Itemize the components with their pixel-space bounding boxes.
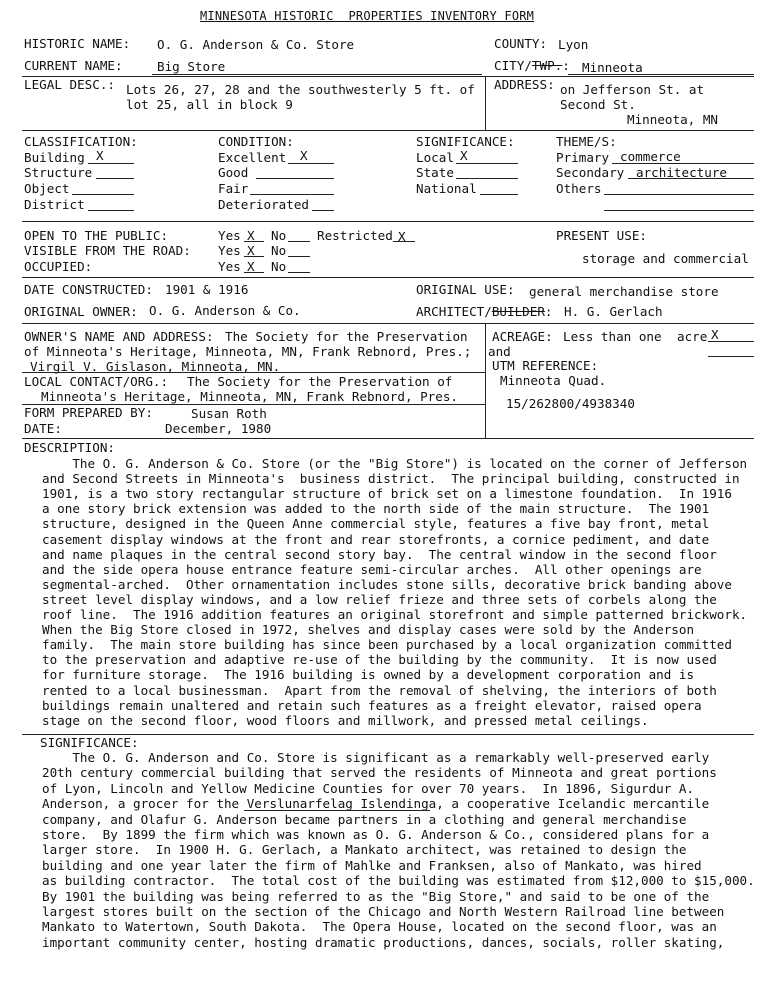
significance-line: building and one year later the firm of Mahlke and Franksen, also of Mankato, was hired xyxy=(42,857,702,873)
original-owner-value: O. G. Anderson & Co. xyxy=(149,303,301,318)
present-use-value: storage and commercial xyxy=(582,251,749,266)
significance-line: 20th century commercial building that served the residents of Minneota and great portions xyxy=(42,765,717,781)
theme-primary-label: Primary xyxy=(556,150,610,165)
sig-national: National xyxy=(416,181,477,196)
legal-desc-line-1: Lots 26, 27, 28 and the southwesterly 5 ft. of xyxy=(126,82,475,97)
current-name-label: CURRENT NAME: xyxy=(24,58,123,73)
theme-primary-blank xyxy=(612,163,754,164)
acreage-label: ACREAGE: xyxy=(492,329,553,344)
open-yes-blank xyxy=(244,241,264,242)
sig-local-blank xyxy=(456,163,518,164)
local-contact-line-2: Minneota's Heritage, Minneota, MN, Frank Rebnord, Pres. xyxy=(41,389,459,404)
occupied-yes-mark: X xyxy=(247,259,255,274)
significance-line: of Lyon, Lincoln and Yellow Medicine Counties for over 70 years. In 1896, Sigurdur A. xyxy=(42,780,695,796)
occupied-yes-blank xyxy=(244,272,264,273)
description-line: structure, designed in the Queen Anne commercial style, features a five bay front, metal xyxy=(42,516,710,532)
acreage-mark: X xyxy=(711,327,719,342)
description-line: street level display windows, and a low relief frieze and three sets of corbels along the xyxy=(42,591,717,607)
city-value: Minneota xyxy=(582,60,643,75)
local-contact-line-1: The Society for the Preservation of xyxy=(187,374,453,389)
architect-label: ARCHITECT/BUILDER: xyxy=(416,304,553,319)
sig-national-blank xyxy=(480,194,518,195)
rule-legal-top xyxy=(22,76,754,77)
acreage-blank-2 xyxy=(708,356,754,357)
class-district-blank xyxy=(88,210,134,211)
occupied-no-blank xyxy=(288,272,310,273)
theme-secondary-value: architecture xyxy=(636,165,727,180)
visible-yes-mark: X xyxy=(247,243,255,258)
description-line: and Second Streets in Minneota's business district. The principal building, constructed in xyxy=(42,471,740,487)
owner-label: OWNER'S NAME AND ADDRESS: xyxy=(24,329,214,344)
cond-good-blank xyxy=(256,178,334,179)
owner-line-1: The Society for the Preservation xyxy=(225,329,468,344)
themes-label: THEME/S: xyxy=(556,134,617,149)
theme-others-label: Others xyxy=(556,181,602,196)
occupied-yes: Yes xyxy=(218,259,241,274)
prepared-by-label: FORM PREPARED BY: xyxy=(24,405,153,420)
class-district: District xyxy=(24,197,85,212)
class-building: Building xyxy=(24,150,85,165)
description-line: segmental-arched. Other ornamentation includes stone sills, decorative brick banding above xyxy=(42,576,732,592)
significance-line: larger store. In 1900 H. G. Gerlach, a Mankato architect, was retained to design the xyxy=(42,842,687,858)
cond-excellent: Excellent xyxy=(218,150,287,165)
description-line: family. The main store building has since been purchased by a local organization committed xyxy=(42,637,732,653)
significance-line: The O. G. Anderson and Co. Store is significant as a remarkably well-preserved early xyxy=(42,750,710,765)
occupied-no: No xyxy=(271,259,287,274)
acreage-blank xyxy=(708,341,754,342)
description-label: DESCRIPTION: xyxy=(24,440,115,455)
significance-line: store. By 1899 the firm which was known as O. G. Anderson & Co., considered plans for a xyxy=(42,827,710,842)
restricted-mark: X xyxy=(398,229,406,244)
county-value: Lyon xyxy=(558,37,589,52)
cond-good: Good xyxy=(218,165,249,180)
theme-primary-value: commerce xyxy=(620,149,681,164)
theme-secondary-blank xyxy=(628,178,754,179)
significance-level-label: SIGNIFICANCE: xyxy=(416,134,515,149)
historic-name-value: O. G. Anderson & Co. Store xyxy=(157,37,355,52)
date-value: December, 1980 xyxy=(165,421,272,436)
significance-line: Anderson, a grocer for the Verslunarfelag Islendinga, a cooperative Icelandic mercantile xyxy=(42,796,710,812)
acreage-value: Less than one xyxy=(563,329,662,344)
sig-state: State xyxy=(416,165,454,180)
address-line-3: Minneota, MN xyxy=(627,112,718,127)
prepared-by-value: Susan Roth xyxy=(191,406,267,421)
description-line: buildings remain unaltered and retain such features as a freight elevator, raised opera xyxy=(42,697,702,713)
rule-public-top xyxy=(22,221,754,222)
description-line: for furniture storage. The 1916 building is owned by a development corporation and is xyxy=(42,667,695,683)
verslunarfelag-underline xyxy=(244,810,430,811)
local-contact-label: LOCAL CONTACT/ORG.: xyxy=(24,374,169,389)
open-public-label: OPEN TO THE PUBLIC: xyxy=(24,228,169,243)
theme-secondary-label: Secondary xyxy=(556,165,625,180)
class-building-blank xyxy=(88,163,134,164)
acreage-and: and xyxy=(488,344,511,359)
description-line: and name plaques in the central second story bay. The central window in the second floor xyxy=(42,546,717,562)
visible-no: No xyxy=(271,243,287,258)
cond-fair-blank xyxy=(250,194,334,195)
architect-value: H. G. Gerlach xyxy=(564,304,663,319)
address-label: ADDRESS: xyxy=(494,77,555,92)
date-constructed-label: DATE CONSTRUCTED: xyxy=(24,282,153,297)
address-line-1: on Jefferson St. at xyxy=(560,82,705,97)
occupied-label: OCCUPIED: xyxy=(24,259,93,274)
open-no-blank xyxy=(288,241,310,242)
acreage-acre: acre xyxy=(677,329,708,344)
utm-ref: 15/262800/4938340 xyxy=(506,396,635,411)
city-label: CITY/TWP.: xyxy=(494,58,570,73)
present-use-label: PRESENT USE: xyxy=(556,228,647,243)
rule-classification-top xyxy=(22,130,754,131)
significance-line: important community center, hosting dramatic productions, dances, socials, roller skating, xyxy=(42,934,725,950)
date-constructed-value: 1901 & 1916 xyxy=(165,282,249,297)
historic-name-label: HISTORIC NAME: xyxy=(24,36,131,51)
class-object: Object xyxy=(24,181,70,196)
legal-desc-label: LEGAL DESC.: xyxy=(24,77,115,92)
sig-state-blank xyxy=(456,178,518,179)
sig-local: Local xyxy=(416,150,454,165)
rule-description-top xyxy=(22,438,754,439)
date-label: DATE: xyxy=(24,421,62,436)
significance-line: company, and Olafur G. Anderson became partners in a clothing and general merchandise xyxy=(42,811,687,827)
class-building-mark: X xyxy=(96,148,104,163)
current-name-value: Big Store xyxy=(157,59,226,74)
class-structure: Structure xyxy=(24,165,93,180)
significance-line: as building contractor. The total cost of the building was estimated from $12,000 to $15,000. xyxy=(42,873,755,889)
form-title: MINNESOTA HISTORIC PROPERTIES INVENTORY FORM xyxy=(200,9,535,23)
original-use-label: ORIGINAL USE: xyxy=(416,282,515,297)
visible-yes: Yes xyxy=(218,243,241,258)
significance-line: largest stores built on the section of the Chicago and North Western Railroad line between xyxy=(42,904,725,919)
restricted-blank xyxy=(393,241,415,242)
original-use-value: general merchandise store xyxy=(529,284,719,299)
significance-label: SIGNIFICANCE: xyxy=(40,735,139,750)
owner-utm-divider xyxy=(485,323,486,438)
cond-excellent-mark: X xyxy=(300,148,308,163)
rule-owner-top xyxy=(22,323,754,324)
original-owner-label: ORIGINAL OWNER: xyxy=(24,304,138,319)
description-line: When the Big Store closed in 1972, shelves and display cases were sold by the Anderson xyxy=(42,622,695,638)
description-line: and the side opera house entrance feature semi-circular arches. All other openings are xyxy=(42,561,702,577)
city-rule xyxy=(568,74,754,75)
description-line: roof line. The 1916 addition features an original storefront and simple patterned brickwork. xyxy=(42,607,748,622)
description-line: The O. G. Anderson & Co. Store (or the "Big Store") is located on the corner of Jefferson xyxy=(42,456,748,471)
description-line: a one story brick extension was added to the north side of the main structure. The 1901 xyxy=(42,501,710,517)
theme-others-blank xyxy=(604,194,754,195)
utm-label: UTM REFERENCE: xyxy=(492,358,599,373)
visible-road-label: VISIBLE FROM THE ROAD: xyxy=(24,243,191,258)
open-yes-mark: X xyxy=(247,228,255,243)
sig-local-mark: X xyxy=(460,148,468,163)
significance-line: By 1901 the building was being referred to as the "Big Store," and said to be one of the xyxy=(42,888,710,904)
open-yes: Yes xyxy=(218,228,241,243)
restricted-label: Restricted xyxy=(317,228,393,243)
visible-yes-blank xyxy=(244,256,264,257)
owner-line-2: of Minneota's Heritage, Minneota, MN, Frank Rebnord, Pres.; xyxy=(24,344,472,359)
county-label: COUNTY: xyxy=(494,36,548,51)
description-line: to the preservation and adaptive re-use of the building by the community. It is now used xyxy=(42,652,717,668)
classification-label: CLASSIFICATION: xyxy=(24,134,138,149)
cond-fair: Fair xyxy=(218,181,249,196)
cond-deteriorated: Deteriorated xyxy=(218,197,309,212)
condition-label: CONDITION: xyxy=(218,134,294,149)
class-structure-blank xyxy=(96,178,134,179)
description-line: rented to a local businessman. Apart from the removal of shelving, the interiors of both xyxy=(42,682,717,698)
address-line-2: Second St. xyxy=(560,97,636,112)
rule-contact-top xyxy=(22,372,485,373)
class-object-blank xyxy=(72,194,134,195)
legal-address-divider xyxy=(485,76,486,130)
rule-dates-top xyxy=(22,277,754,278)
current-name-rule xyxy=(152,74,482,75)
legal-desc-line-2: lot 25, all in block 9 xyxy=(126,97,293,112)
cond-deteriorated-blank xyxy=(312,210,334,211)
theme-others-blank-2 xyxy=(604,210,754,211)
owner-line-3: Virgil V. Gislason, Minneota, MN. xyxy=(30,359,281,374)
utm-quad: Minneota Quad. xyxy=(500,373,607,388)
cond-excellent-blank xyxy=(288,163,334,164)
open-no: No xyxy=(271,228,287,243)
description-line: casement display windows at the front and rear storefronts, a cornice pediment, and date xyxy=(42,531,710,547)
description-line: 1901, is a two story rectangular structure of brick set on a limestone foundation. In 1916 xyxy=(42,486,732,502)
significance-line: Mankato to Watertown, South Dakota. The Opera House, located on the second floor, was an xyxy=(42,919,717,935)
visible-no-blank xyxy=(288,256,310,257)
description-line: stage on the second floor, wood floors and millwork, and pressed metal ceilings. xyxy=(42,712,649,728)
